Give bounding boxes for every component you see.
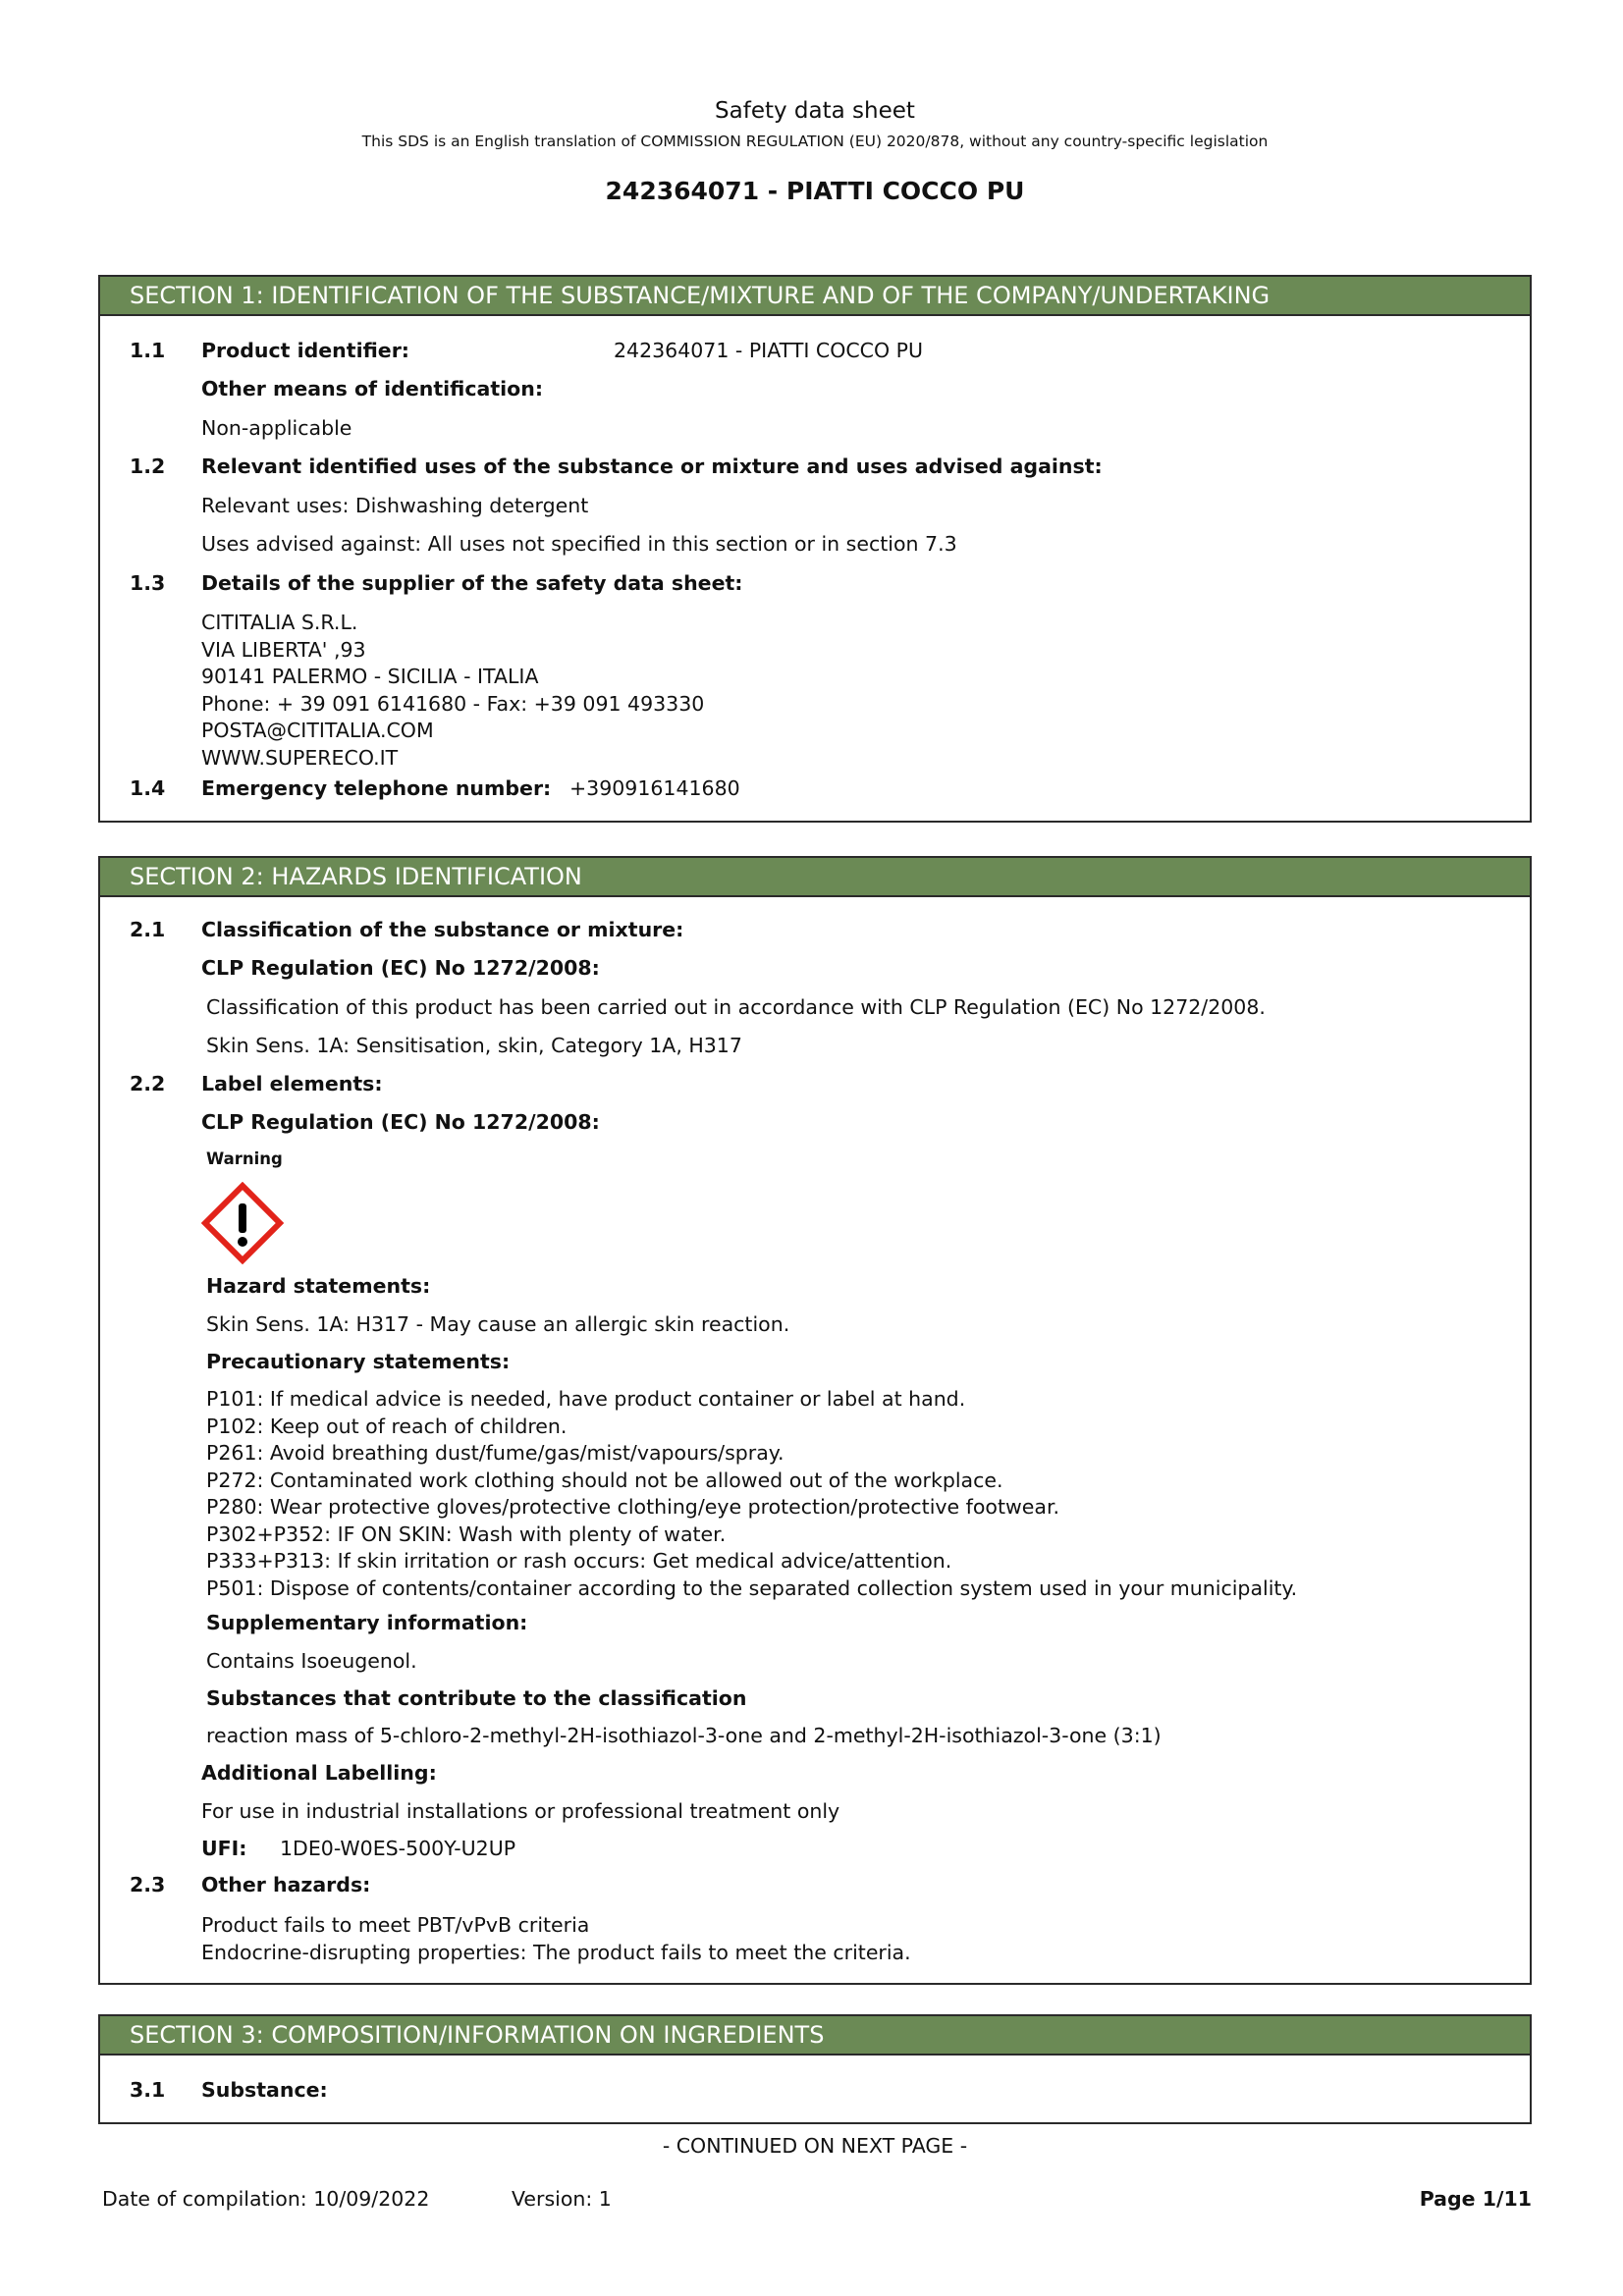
clp-regulation-label-2: CLP Regulation (EC) No 1272/2008: bbox=[201, 1110, 600, 1134]
relevant-uses: Relevant uses: Dishwashing detergent bbox=[201, 494, 589, 517]
additional-labelling-label: Additional Labelling: bbox=[201, 1761, 437, 1785]
item-number-2-2: 2.2 bbox=[130, 1072, 166, 1095]
section-1 bbox=[98, 275, 1532, 823]
item-number-1-1: 1.1 bbox=[130, 339, 166, 362]
substances-label: Substances that contribute to the classification bbox=[206, 1686, 747, 1710]
classification-text: Classification of this product has been carried out in accordance with CLP Regulation (EC) No 1272/2008. bbox=[206, 995, 1266, 1019]
supplier-line: CITITALIA S.R.L. bbox=[201, 611, 358, 634]
continued-notice: - CONTINUED ON NEXT PAGE - bbox=[662, 2134, 968, 2158]
precautionary-line: P302+P352: IF ON SKIN: Wash with plenty of water. bbox=[206, 1522, 727, 1546]
supplier-line: POSTA@CITITALIA.COM bbox=[201, 719, 434, 742]
supplier-address bbox=[201, 610, 704, 772]
document-subtitle: This SDS is an English translation of COMMISSION REGULATION (EU) 2020/878, without any country-specific legislation bbox=[361, 133, 1269, 150]
item-number-1-4: 1.4 bbox=[130, 776, 166, 800]
item-number-1-3: 1.3 bbox=[130, 571, 166, 595]
precautionary-line: P501: Dispose of contents/container according to the separated collection system used in your municipality. bbox=[206, 1575, 1298, 1600]
supplier-line: Phone: + 39 091 6141680 - Fax: +39 091 493330 bbox=[201, 691, 705, 716]
hazard-statement: Skin Sens. 1A: H317 - May cause an allergic skin reaction. bbox=[206, 1312, 790, 1336]
precautionary-line: P101: If medical advice is needed, have product container or label at hand. bbox=[206, 1387, 966, 1411]
other-means-value: Non-applicable bbox=[201, 416, 352, 440]
section-2-heading: SECTION 2: HAZARDS IDENTIFICATION bbox=[100, 858, 1530, 897]
section-3-heading: SECTION 3: COMPOSITION/INFORMATION ON INGREDIENTS bbox=[100, 2016, 1530, 2056]
precautionary-label: Precautionary statements: bbox=[206, 1350, 511, 1373]
supplier-line: VIA LIBERTA' ,93 bbox=[201, 637, 366, 662]
uses-advised-against: Uses advised against: All uses not specified in this section or in section 7.3 bbox=[201, 532, 957, 556]
precautionary-statements bbox=[206, 1386, 1297, 1602]
product-title: 242364071 - PIATTI COCCO PU bbox=[605, 177, 1025, 205]
section-1-heading: SECTION 1: IDENTIFICATION OF THE SUBSTANCE/MIXTURE AND OF THE COMPANY/UNDERTAKING bbox=[100, 277, 1530, 316]
product-identifier-value: 242364071 - PIATTI COCCO PU bbox=[614, 339, 923, 362]
ufi-label: UFI: bbox=[201, 1837, 247, 1860]
supplementary-label: Supplementary information: bbox=[206, 1611, 528, 1634]
item-number-1-2: 1.2 bbox=[130, 454, 166, 478]
other-hazards-line: Endocrine-disrupting properties: The product fails to meet the criteria. bbox=[201, 1940, 911, 1964]
classification-label: Classification of the substance or mixture: bbox=[201, 918, 684, 941]
product-identifier-label: Product identifier: bbox=[201, 339, 410, 362]
section-2 bbox=[98, 856, 1532, 1985]
page-number: Page 1/11 bbox=[1419, 2187, 1532, 2211]
item-number-2-3: 2.3 bbox=[130, 1873, 166, 1896]
precautionary-line: P102: Keep out of reach of children. bbox=[206, 1414, 568, 1438]
supplier-line: 90141 PALERMO - SICILIA - ITALIA bbox=[201, 665, 539, 688]
supplier-label: Details of the supplier of the safety data sheet: bbox=[201, 571, 743, 595]
precautionary-line: P333+P313: If skin irritation or rash occurs: Get medical advice/attention. bbox=[206, 1549, 952, 1573]
label-elements-label: Label elements: bbox=[201, 1072, 383, 1095]
uses-label: Relevant identified uses of the substance or mixture and uses advised against: bbox=[201, 454, 1103, 478]
version: Version: 1 bbox=[512, 2187, 612, 2211]
supplier-line: WWW.SUPERECO.IT bbox=[201, 745, 399, 770]
emergency-value: +390916141680 bbox=[569, 776, 740, 800]
skin-sens-classification: Skin Sens. 1A: Sensitisation, skin, Category 1A, H317 bbox=[206, 1034, 742, 1057]
emergency-label: Emergency telephone number: bbox=[201, 776, 552, 800]
substances-value: reaction mass of 5-chloro-2-methyl-2H-isothiazol-3-one and 2-methyl-2H-isothiazol-3-one (3:1) bbox=[206, 1724, 1162, 1747]
precautionary-line: P261: Avoid breathing dust/fume/gas/mist/vapours/spray. bbox=[206, 1441, 784, 1465]
ufi-value: 1DE0-W0ES-500Y-U2UP bbox=[280, 1837, 516, 1860]
compilation-date: Date of compilation: 10/09/2022 bbox=[102, 2187, 430, 2211]
other-hazards-line: Product fails to meet PBT/vPvB criteria bbox=[201, 1913, 590, 1937]
supplementary-value: Contains Isoeugenol. bbox=[206, 1649, 417, 1673]
additional-labelling-value: For use in industrial installations or professional treatment only bbox=[201, 1799, 840, 1823]
precautionary-line: P280: Wear protective gloves/protective clothing/eye protection/protective footwear. bbox=[206, 1495, 1060, 1519]
item-number-3-1: 3.1 bbox=[130, 2078, 166, 2102]
precautionary-line: P272: Contaminated work clothing should not be allowed out of the workplace. bbox=[206, 1468, 1003, 1492]
clp-regulation-label: CLP Regulation (EC) No 1272/2008: bbox=[201, 956, 600, 980]
section-3 bbox=[98, 2014, 1532, 2124]
substance-label: Substance: bbox=[201, 2078, 328, 2102]
item-number-2-1: 2.1 bbox=[130, 918, 166, 941]
other-means-label: Other means of identification: bbox=[201, 377, 544, 400]
exclamation-mark-hazard-icon bbox=[201, 1182, 284, 1264]
hazard-statements-label: Hazard statements: bbox=[206, 1274, 431, 1298]
other-hazards-label: Other hazards: bbox=[201, 1873, 371, 1896]
document-title: Safety data sheet bbox=[715, 98, 915, 124]
other-hazards-text bbox=[201, 1912, 911, 1966]
signal-word: Warning bbox=[206, 1149, 283, 1168]
